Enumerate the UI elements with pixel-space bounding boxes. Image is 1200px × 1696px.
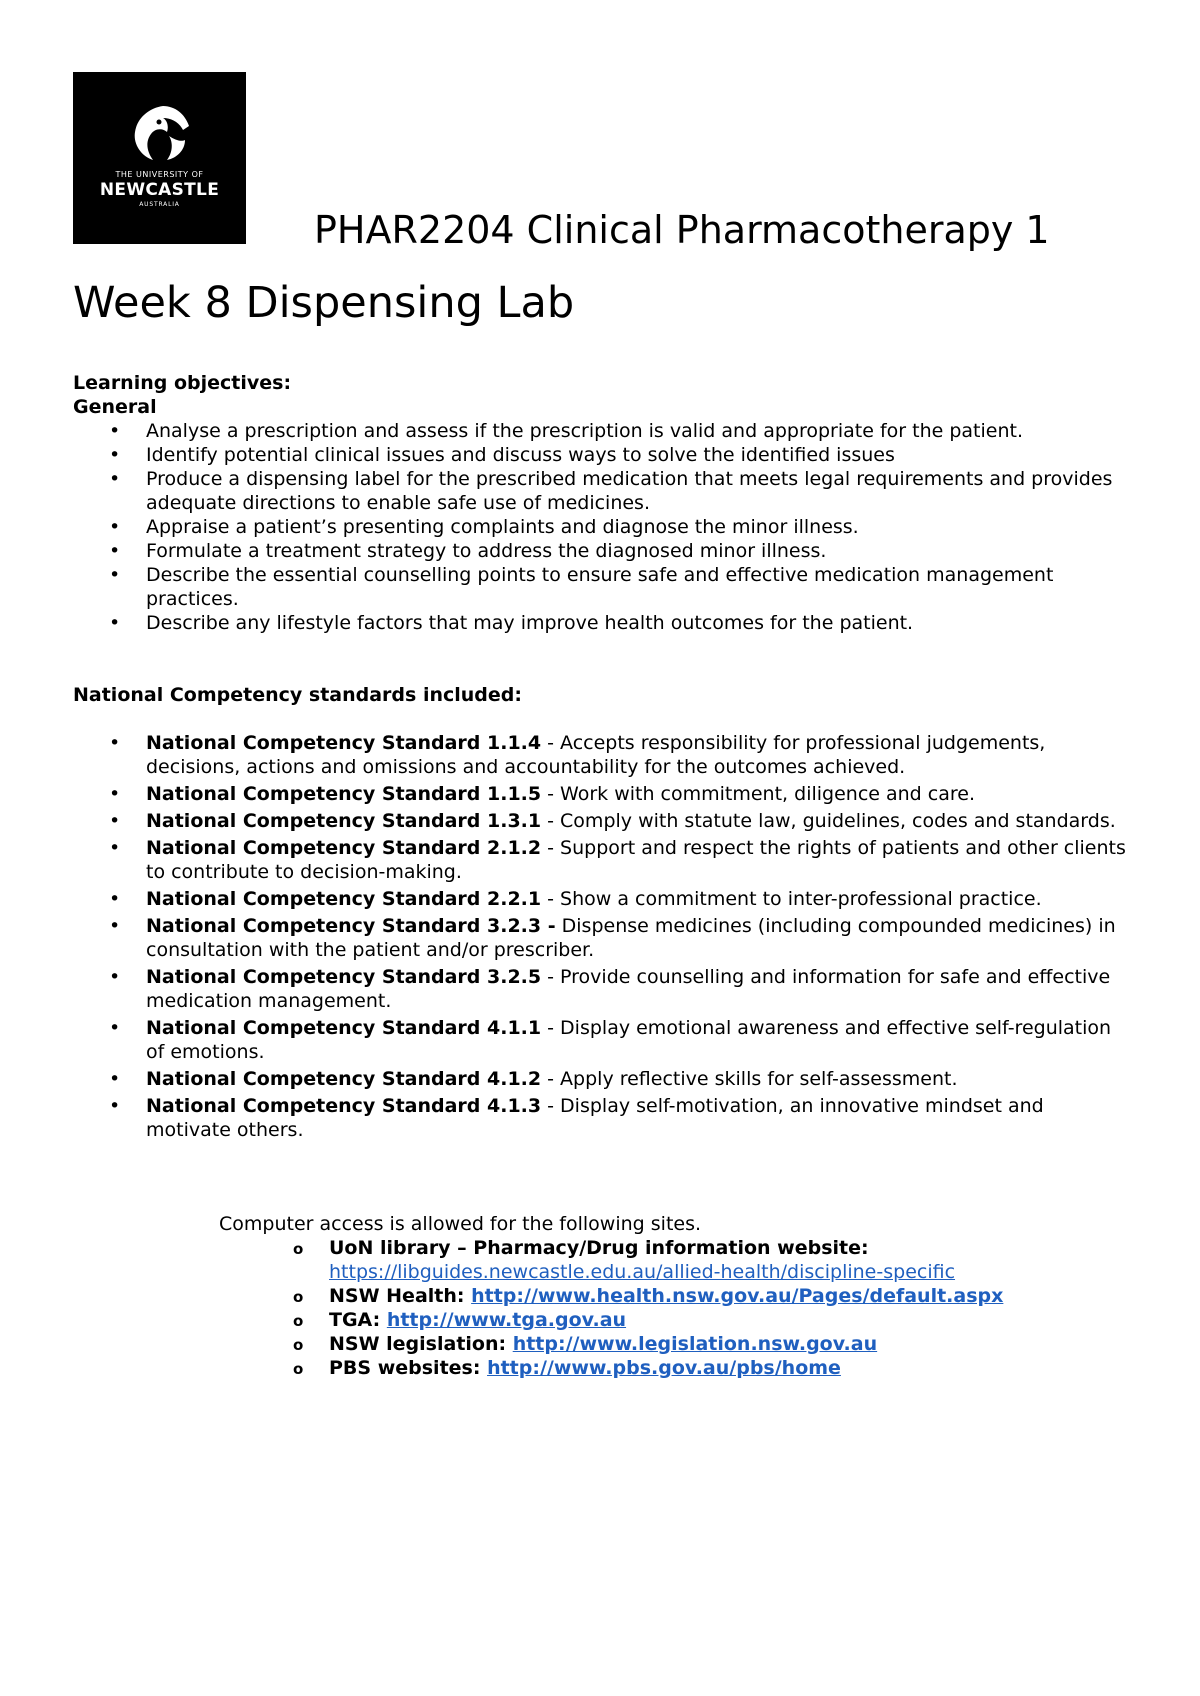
standard-item bbox=[73, 1094, 1133, 1142]
horse-head-icon bbox=[123, 102, 195, 168]
standard-description: - Support and respect the rights of patients and other clients to contribute to decision-making. bbox=[146, 837, 1126, 883]
standard-label: National Competency Standard 4.1.3 bbox=[146, 1095, 542, 1117]
university-logo bbox=[73, 72, 246, 244]
site-link[interactable]: http://www.legislation.nsw.gov.au bbox=[512, 1333, 878, 1355]
site-item bbox=[219, 1308, 1139, 1332]
site-link[interactable]: http://www.health.nsw.gov.au/Pages/default.aspx bbox=[471, 1285, 1004, 1307]
site-item bbox=[219, 1356, 1139, 1380]
standard-label: National Competency Standard 2.1.2 bbox=[146, 837, 542, 859]
site-link[interactable]: http://www.pbs.gov.au/pbs/home bbox=[487, 1357, 841, 1379]
standard-item bbox=[73, 914, 1133, 962]
site-item bbox=[219, 1284, 1139, 1308]
site-item bbox=[219, 1332, 1139, 1356]
course-title: PHAR2204 Clinical Pharmacotherapy 1 bbox=[314, 208, 1050, 252]
standard-label: National Competency Standard 4.1.2 bbox=[146, 1068, 542, 1090]
site-name: UoN library – Pharmacy/Drug information website: bbox=[329, 1237, 869, 1259]
standard-label: National Competency Standard 2.2.1 bbox=[146, 888, 542, 910]
standard-description: - Comply with statute law, guidelines, codes and standards. bbox=[541, 810, 1116, 832]
logo-line-1: THE UNIVERSITY OF bbox=[115, 170, 204, 179]
access-intro: Computer access is allowed for the following sites. bbox=[219, 1213, 702, 1235]
site-name: TGA: bbox=[329, 1309, 387, 1331]
standard-description: - Show a commitment to inter-professional practice. bbox=[541, 888, 1042, 910]
objective-item: • Appraise a patient’s presenting complaints and diagnose the minor illness. bbox=[73, 515, 1133, 539]
logo-wordmark bbox=[73, 170, 246, 209]
standard-description: - Display self-motivation, an innovative mindset and motivate others. bbox=[146, 1095, 1044, 1141]
page-title: Week 8 Dispensing Lab bbox=[73, 278, 575, 328]
standard-description: - Accepts responsibility for professional judgements, decisions, actions and omissions and accountability for the outcomes achieved. bbox=[146, 732, 1046, 778]
standard-description: Dispense medicines (including compounded medicines) in consultation with the patient and/or prescriber. bbox=[146, 915, 1116, 961]
site-link[interactable]: https://libguides.newcastle.edu.au/allied-health/discipline-specific bbox=[329, 1261, 956, 1283]
site-item bbox=[219, 1236, 1139, 1284]
standard-description: - Apply reflective skills for self-assessment. bbox=[541, 1068, 958, 1090]
standard-label: National Competency Standard 1.1.4 bbox=[146, 732, 542, 754]
standard-item bbox=[73, 1067, 1133, 1091]
standard-label: National Competency Standard 1.3.1 bbox=[146, 810, 542, 832]
standard-item bbox=[73, 731, 1133, 779]
objective-item: • Formulate a treatment strategy to address the diagnosed minor illness. bbox=[73, 539, 1133, 563]
site-name: NSW legislation: bbox=[329, 1333, 513, 1355]
standard-description: - Work with commitment, diligence and care. bbox=[541, 783, 975, 805]
standard-label: National Competency Standard 4.1.1 bbox=[146, 1017, 542, 1039]
standard-item bbox=[73, 1016, 1133, 1064]
standard-label: National Competency Standard 3.2.3 - bbox=[146, 915, 556, 937]
objective-item: • Describe the essential counselling points to ensure safe and effective medication management practices. bbox=[73, 563, 1133, 611]
standard-item bbox=[73, 965, 1133, 1013]
standards-heading-block bbox=[73, 683, 1133, 707]
standard-item bbox=[73, 782, 1133, 806]
standard-description: - Provide counselling and information for safe and effective medication management. bbox=[146, 966, 1111, 1012]
objective-item: • Identify potential clinical issues and discuss ways to solve the identified issues bbox=[73, 443, 1133, 467]
standard-label: National Competency Standard 1.1.5 bbox=[146, 783, 542, 805]
standards-list bbox=[73, 731, 1133, 1142]
objectives-subheading: General bbox=[73, 396, 157, 418]
standard-item bbox=[73, 887, 1133, 911]
objective-item: • Describe any lifestyle factors that may improve health outcomes for the patient. bbox=[73, 611, 1133, 635]
site-name: NSW Health: bbox=[329, 1285, 472, 1307]
site-link[interactable]: http://www.tga.gov.au bbox=[386, 1309, 627, 1331]
logo-line-3: AUSTRALIA bbox=[139, 201, 180, 208]
standards-section bbox=[73, 731, 1133, 1145]
objectives-heading: Learning objectives: bbox=[73, 372, 292, 394]
standard-item bbox=[73, 809, 1133, 833]
learning-objectives-section bbox=[73, 371, 1133, 635]
logo-line-2: NEWCASTLE bbox=[99, 180, 220, 200]
standard-description: - Display emotional awareness and effective self-regulation of emotions. bbox=[146, 1017, 1112, 1063]
site-name: PBS websites: bbox=[329, 1357, 488, 1379]
standard-label: National Competency Standard 3.2.5 bbox=[146, 966, 542, 988]
standards-heading: National Competency standards included: bbox=[73, 684, 522, 706]
objectives-list bbox=[73, 419, 1133, 635]
standard-item bbox=[73, 836, 1133, 884]
sites-list bbox=[219, 1236, 1139, 1380]
computer-access-section bbox=[219, 1212, 1139, 1380]
objective-item: • Produce a dispensing label for the prescribed medication that meets legal requirements and provides adequate directions to enable safe use of medicines. bbox=[73, 467, 1133, 515]
objective-item: • Analyse a prescription and assess if the prescription is valid and appropriate for the patient. bbox=[73, 419, 1133, 443]
